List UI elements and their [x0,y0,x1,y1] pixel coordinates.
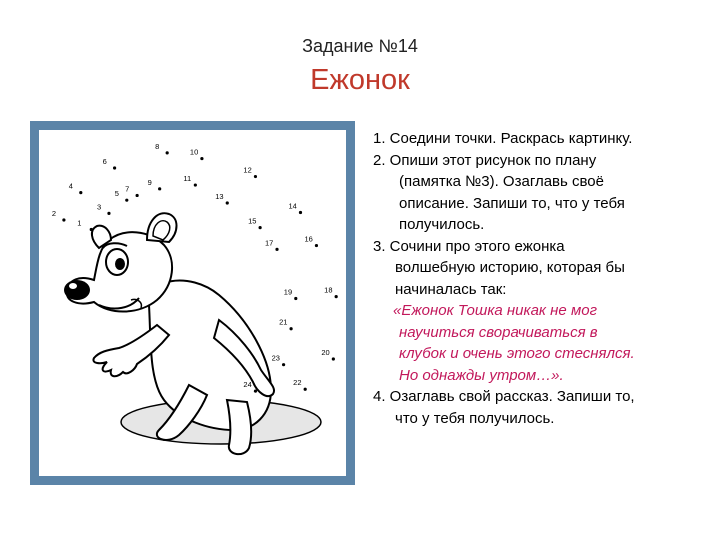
task-1: 1. Соедини точки. Раскрась картинку. [373,130,633,147]
dot-label-4: 4 [68,181,73,191]
dot-19 [294,297,297,300]
nose [64,280,90,300]
story-line-3: клубок и очень этого стеснялся. [399,345,635,362]
task-4-line-1: 4. Озаглавь свой рассказ. Запиши то, [373,388,635,405]
dot-22 [304,388,307,391]
dot-label-17: 17 [265,238,274,248]
dot-label-21: 21 [279,317,288,327]
dot-24 [254,390,257,393]
dot-label-10: 10 [189,147,199,157]
dot-label-7: 7 [125,184,130,194]
dot-1 [90,228,93,231]
task-2-line-3: описание. Запиши то, что у тебя [399,194,625,212]
dot-2 [62,218,65,221]
dot-label-20: 20 [321,347,330,357]
dot-8 [166,151,169,154]
page-title: Ежонок [310,64,410,96]
task-number: Задание №14 [302,36,418,56]
dot-6 [113,166,116,169]
dot-3 [107,212,110,215]
dot-label-11: 11 [183,174,192,184]
dot-7 [136,194,139,197]
story-line-1: «Ежонок Тошка никак не мог [393,302,597,319]
dot-label-12: 12 [243,165,252,175]
dot-label-16: 16 [304,234,313,244]
story-line-2: научиться сворачиваться в [399,323,598,341]
story-line-4: Но однажды утром…». [399,366,564,384]
dot-5 [125,199,128,202]
task-3-line-1: 3. Сочини про этого ежонка [373,237,565,255]
task-2-line-1: 2. Опиши этот рисунок по плану [373,151,597,169]
dot-17 [275,248,278,251]
dot-label-13: 13 [215,192,224,202]
dot-16 [315,244,318,247]
dot-label-2: 2 [51,209,57,219]
dot-23 [282,363,285,366]
dot-15 [259,226,262,229]
front-leg [227,400,251,454]
dot-label-5: 5 [114,189,119,199]
hedgehog-dot-to-dot-picture [39,130,346,476]
dot-9 [158,187,161,190]
picture-area [39,130,346,476]
dot-20 [332,357,335,360]
task-3-line-2: волшебную историю, которая бы [395,259,625,276]
dot-label-3: 3 [96,202,102,212]
dot-label-18: 18 [324,285,333,295]
task-4-line-2: что у тебя получилось. [395,409,555,427]
task-3-line-3: начиналась так: [395,280,507,298]
dot-label-22: 22 [293,378,302,388]
dot-label-15: 15 [248,216,257,226]
dot-10 [200,157,203,160]
picture-frame [30,121,355,485]
dot-21 [289,327,292,330]
dot-4 [79,191,82,194]
task-2-line-4: получилось. [399,216,485,233]
dot-14 [299,211,302,214]
nose-highlight [69,283,77,289]
dot-label-14: 14 [288,201,297,211]
dot-label-8: 8 [155,141,160,151]
dot-label-24: 24 [243,380,252,390]
task-2-line-2: (памятка №3). Озаглавь своё [399,173,604,190]
dot-label-9: 9 [147,177,152,187]
dot-11 [194,183,197,186]
dot-label-23: 23 [271,353,280,363]
pupil [115,258,125,270]
ear [147,213,177,242]
dot-18 [335,295,338,298]
dot-label-6: 6 [102,157,107,167]
task-list [373,128,708,429]
dot-12 [254,175,257,178]
dot-label-1: 1 [77,218,82,228]
dot-13 [226,201,229,204]
dot-label-19: 19 [283,287,293,297]
